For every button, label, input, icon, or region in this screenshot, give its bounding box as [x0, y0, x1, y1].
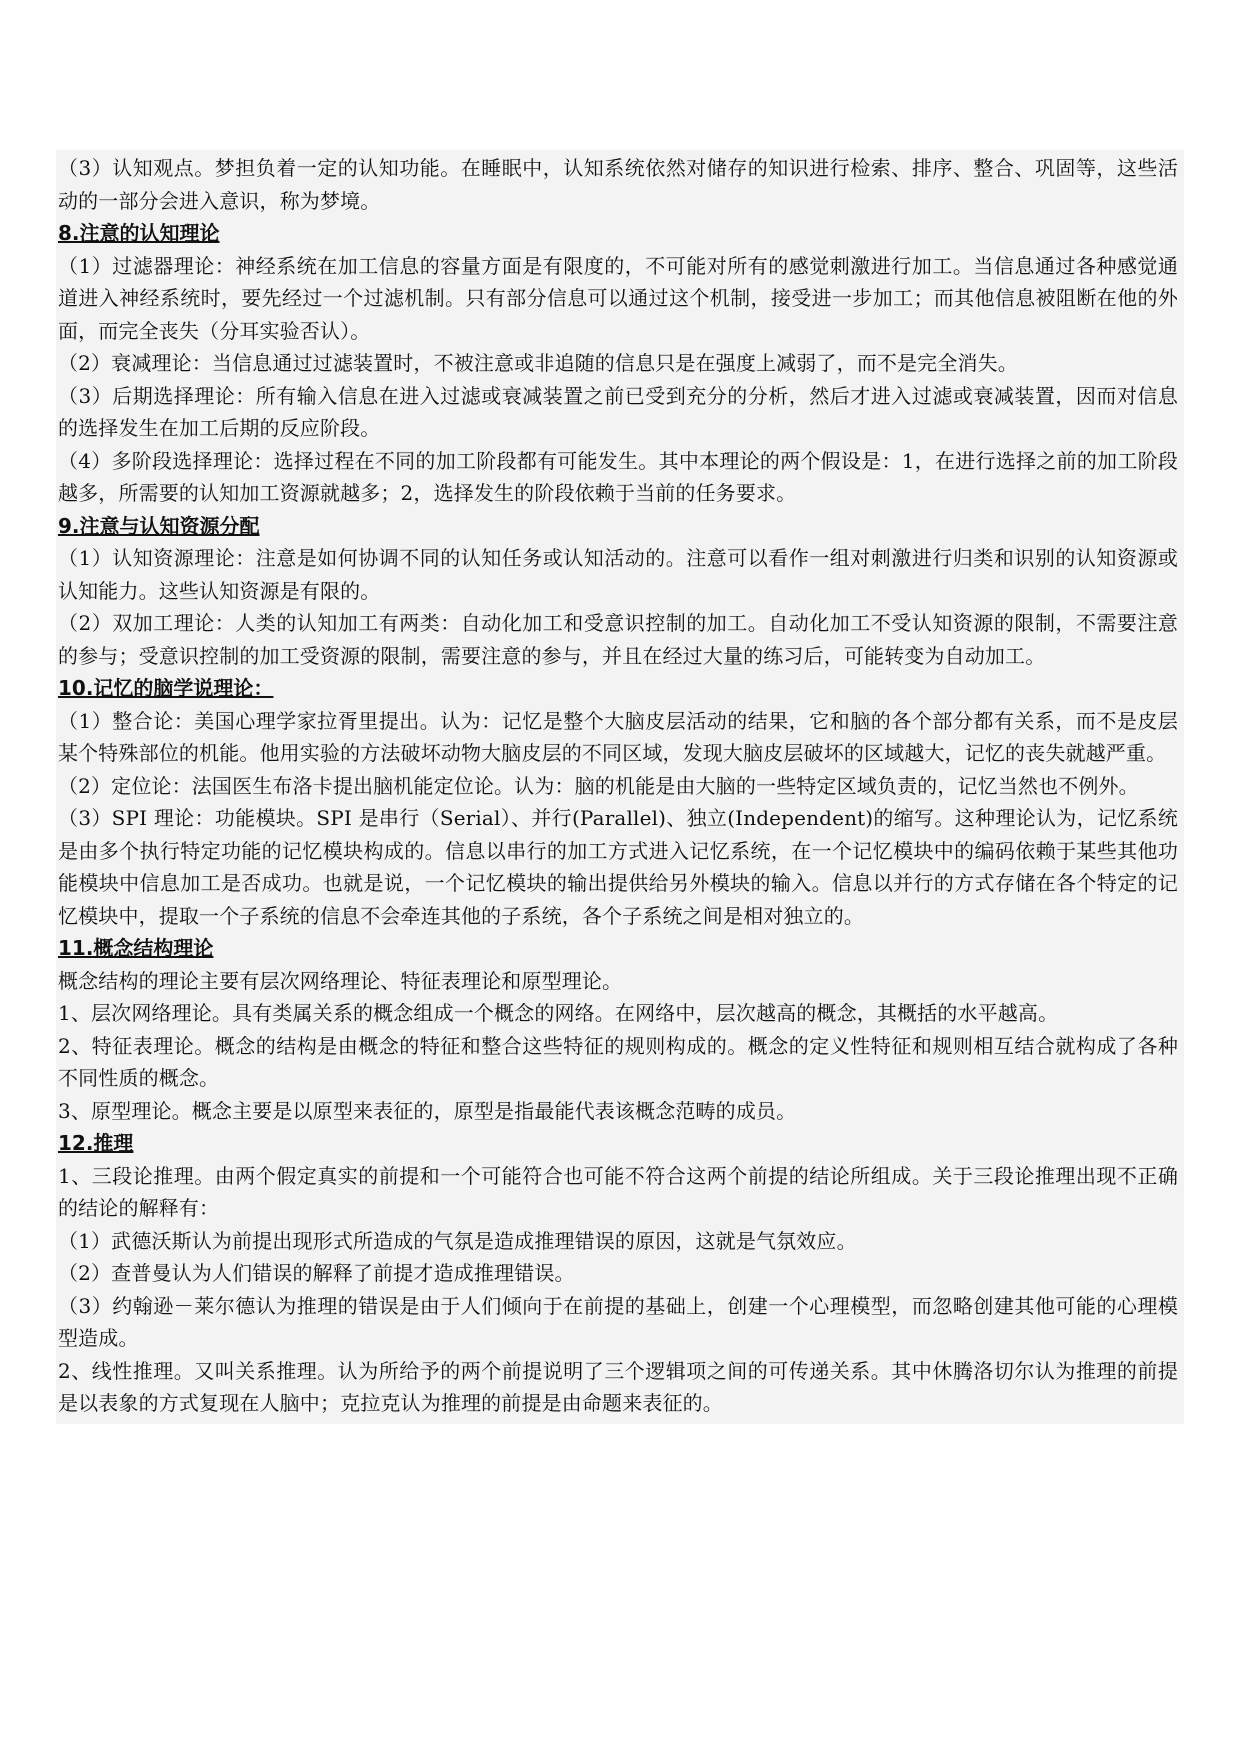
paragraph: （2）衰减理论：当信息通过过滤装置时，不被注意或非追随的信息只是在强度上减弱了，而不是完全消失。: [58, 351, 1018, 375]
paragraph: （3）SPI 理论：功能模块。SPI 是串行（Serial）、并行(Parallel)、独立(Independent)的缩写。这种理论认为，记忆系统是由多个执行特定功能的记忆模块构成的。信息以串行的加工方式进入记忆系统，在一个记忆模块中的编码依赖于某些其他功能模块中信息加工是否成功。也就是说，一个记忆模块的输出提供给另外模块的输入。信息以并行的方式存储在各个特定的记忆模块中，提取一个子系统的信息不会牵连其他的子系统，各个子系统之间是相对独立的。: [58, 806, 1178, 928]
paragraph: （1）过滤器理论：神经系统在加工信息的容量方面是有限度的，不可能对所有的感觉刺激进行加工。当信息通过各种感觉通道进入神经系统时，要先经过一个过滤机制。只有部分信息可以通过这个机制，接受进一步加工；而其他信息被阻断在他的外面，而完全丧失（分耳实验否认）。: [58, 253, 1178, 343]
paragraph: （1）整合论：美国心理学家拉胥里提出。认为：记忆是整个大脑皮层活动的结果，它和脑的各个部分都有关系，而不是皮层某个特殊部位的机能。他用实验的方法破坏动物大脑皮层的不同区域，发现大脑皮层破坏的区域越大，记忆的丧失就越严重。: [58, 708, 1178, 765]
section-heading-9: 9.注意与认知资源分配: [58, 513, 260, 538]
section-heading-11: 11.概念结构理论: [58, 936, 214, 960]
paragraph: （2）查普曼认为人们错误的解释了前提才造成推理错误。: [58, 1261, 575, 1285]
paragraph: （2）双加工理论：人类的认知加工有两类：自动化加工和受意识控制的加工。自动化加工不受认知资源的限制，不需要注意的参与；受意识控制的加工受资源的限制，需要注意的参与，并且在经过大量的练习后，可能转变为自动加工。: [58, 611, 1178, 668]
paragraph: （2）定位论：法国医生布洛卡提出脑机能定位论。认为：脑的机能是由大脑的一些特定区域负责的，记忆当然也不例外。: [58, 773, 1139, 798]
paragraph: （3）认知观点。梦担负着一定的认知功能。在睡眠中，认知系统依然对储存的知识进行检索、排序、整合、巩固等，这些活动的一部分会进入意识，称为梦境。: [58, 156, 1178, 213]
document-body: [56, 150, 1184, 1424]
section-heading-8: 8.注意的认知理论: [58, 221, 220, 245]
paragraph: 1、三段论推理。由两个假定真实的前提和一个可能符合也可能不符合这两个前提的结论所组成。关于三段论推理出现不正确的结论的解释有：: [58, 1163, 1178, 1220]
paragraph: （4）多阶段选择理论：选择过程在不同的加工阶段都有可能发生。其中本理论的两个假设是：1，在进行选择之前的加工阶段越多，所需要的认知加工资源就越多；2，选择发生的阶段依赖于当前的任务要求。: [58, 448, 1178, 505]
paragraph: 2、特征表理论。概念的结构是由概念的特征和整合这些特征的规则构成的。概念的定义性特征和规则相互结合就构成了各种不同性质的概念。: [58, 1033, 1178, 1090]
paragraph: 1、层次网络理论。具有类属关系的概念组成一个概念的网络。在网络中，层次越高的概念，其概括的水平越高。: [58, 1001, 1059, 1025]
paragraph: （1）认知资源理论：注意是如何协调不同的认知任务或认知活动的。注意可以看作一组对刺激进行归类和识别的认知资源或认知能力。这些认知资源是有限的。: [58, 546, 1178, 603]
paragraph: （1）武德沃斯认为前提出现形式所造成的气氛是造成推理错误的原因，这就是气氛效应。: [58, 1228, 857, 1253]
paragraph: 2、线性推理。又叫关系推理。认为所给予的两个前提说明了三个逻辑项之间的可传递关系。其中休腾洛切尔认为推理的前提是以表象的方式复现在人脑中；克拉克认为推理的前提是由命题来表征的。: [58, 1358, 1178, 1415]
section-heading-12: 12.推理: [58, 1131, 134, 1155]
paragraph: 概念结构的理论主要有层次网络理论、特征表理论和原型理论。: [58, 968, 623, 993]
paragraph: 3、原型理论。概念主要是以原型来表征的，原型是指最能代表该概念范畴的成员。: [58, 1098, 797, 1123]
paragraph: （3）后期选择理论：所有输入信息在进入过滤或衰减装置之前已受到充分的分析，然后才进入过滤或衰减装置，因而对信息的选择发生在加工后期的反应阶段。: [58, 383, 1178, 440]
paragraph: （3）约翰逊－莱尔德认为推理的错误是由于人们倾向于在前提的基础上，创建一个心理模型，而忽略创建其他可能的心理模型造成。: [58, 1293, 1178, 1350]
section-heading-10: 10.记忆的脑学说理论：: [58, 676, 274, 700]
